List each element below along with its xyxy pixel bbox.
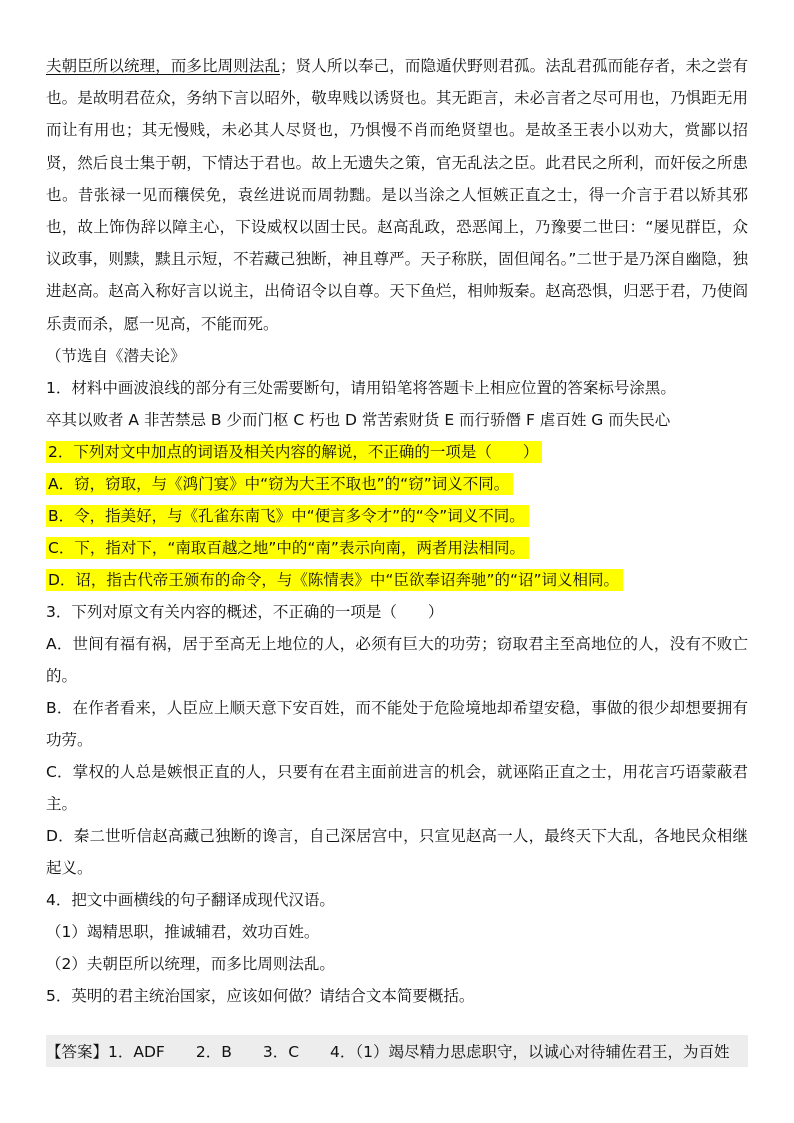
passage-text: ；贤人所以奉己，而隐遁伏野则君孤。法乱君孤而能存者，未之尝有也。是故明君莅众，务纳下言以昭外，敬卑贱以诱贤也。其无距言，未必言者之尽可用也，乃惧距无用而让有用也；其无慢贱，未必其人尽贤也，乃惧慢不肖而绝贤望也。是故圣王表小以劝大，赏鄙以招贤，然后良士集于朝，下情达于君也。故上无遗失之策，官无乱法之臣。此君民之所利，而奸佞之所患也。昔张禄一见而穰侯免，袁丝进说而周勃黜。是以当涂之人恒嫉正直之士，得一介言于君以矫其邪也，故上饰伪辞以障主心，下设威权以固士民。赵高乱政，恐恶闻上，乃豫要二世曰：“屡见群臣，众议政事，则黩，黩且示短，不若藏己独断，神且尊严。天子称朕，固但闻名。”二世于是乃深自幽隐，独进赵高。赵高入称好言以说主，出倚诏令以自尊。天下鱼烂，相帅叛秦。赵高恐惧，归恶于君，乃使阎乐责而杀，愿一见高，不能而死。 — [46, 57, 748, 333]
question-1-prompt: 1．材料中画波浪线的部分有三处需要断句，请用铅笔将答题卡上相应位置的答案标号涂黑。 — [46, 378, 676, 397]
question-3-prompt: 3．下列对原文有关内容的概述，不正确的一项是（ ） — [46, 602, 444, 621]
question-3-option-a: A．世间有福有祸，居于至高无上地位的人，必须有巨大的功劳；窃取君主至高地位的人，没有不败亡的。 — [46, 634, 748, 685]
question-2-prompt-row — [46, 436, 748, 468]
question-3-option-b: B．在作者看来，人臣应上顺天意下安百姓，而不能处于危险境地却希望安稳，事做的很少却想要拥有功劳。 — [46, 698, 748, 749]
question-2-option-d-row — [46, 564, 748, 596]
question-2-option-c: C．下，指对下，“南取百越之地”中的“南”表示向南，两者用法相同。 — [46, 537, 529, 559]
answer-bar — [46, 1035, 748, 1067]
question-2-prompt: 2．下列对文中加点的词语及相关内容的解说，不正确的一项是（ ） — [46, 441, 542, 463]
question-3-option-c: C．掌权的人总是嫉恨正直的人，只要有在君主面前进言的机会，就诬陷正直之士，用花言巧语蒙蔽君主。 — [46, 762, 748, 813]
question-2-option-a: A．窃，窃取，与《鸿门宴》中“窃为大王不取也”的“窃”词义不同。 — [46, 473, 513, 495]
question-1-options: 卒其以败者 A 非苦禁忌 B 少而门枢 C 朽也 D 常苦索财货 E 而行骄僭 F 虐百姓 G 而失民心 — [46, 410, 671, 429]
document-body — [46, 50, 748, 1012]
answer-text: 1．ADF 2．B 3．C 4．（1）竭尽精力思虑职守，以诚心对待辅佐君王，为百姓 — [108, 1043, 730, 1061]
question-2-option-b-row — [46, 500, 748, 532]
question-4-prompt: 4．把文中画横线的句子翻译成现代汉语。 — [46, 890, 335, 909]
question-2-option-d: D．诏，指古代帝王颁布的命令，与《陈情表》中“臣欲奉诏奔驰”的“诏”词义相同。 — [46, 569, 623, 591]
underlined-sentence: 夫朝臣所以统理，而多比周则法乱 — [46, 57, 281, 75]
question-2-option-c-row — [46, 532, 748, 564]
question-2-option-b: B．令，指美好，与《孔雀东南飞》中“便言多令才”的“令”词义不同。 — [46, 505, 529, 527]
question-4-item-2: （2）夫朝臣所以统理，而多比周则法乱。 — [46, 954, 335, 973]
question-4-item-1: （1）竭精思职，推诚辅君，效功百姓。 — [46, 922, 320, 941]
question-5-prompt: 5．英明的君主统治国家，应该如何做？请结合文本简要概括。 — [46, 986, 475, 1005]
question-3-option-d: D．秦二世听信赵高藏己独断的谗言，自己深居宫中，只宣见赵高一人，最终天下大乱，各地民众相继起义。 — [46, 826, 748, 877]
question-2-option-a-row — [46, 468, 748, 500]
passage-source: （节选自《潜夫论》 — [46, 346, 186, 365]
answer-label: 【答案】 — [46, 1043, 109, 1061]
passage — [46, 50, 748, 340]
